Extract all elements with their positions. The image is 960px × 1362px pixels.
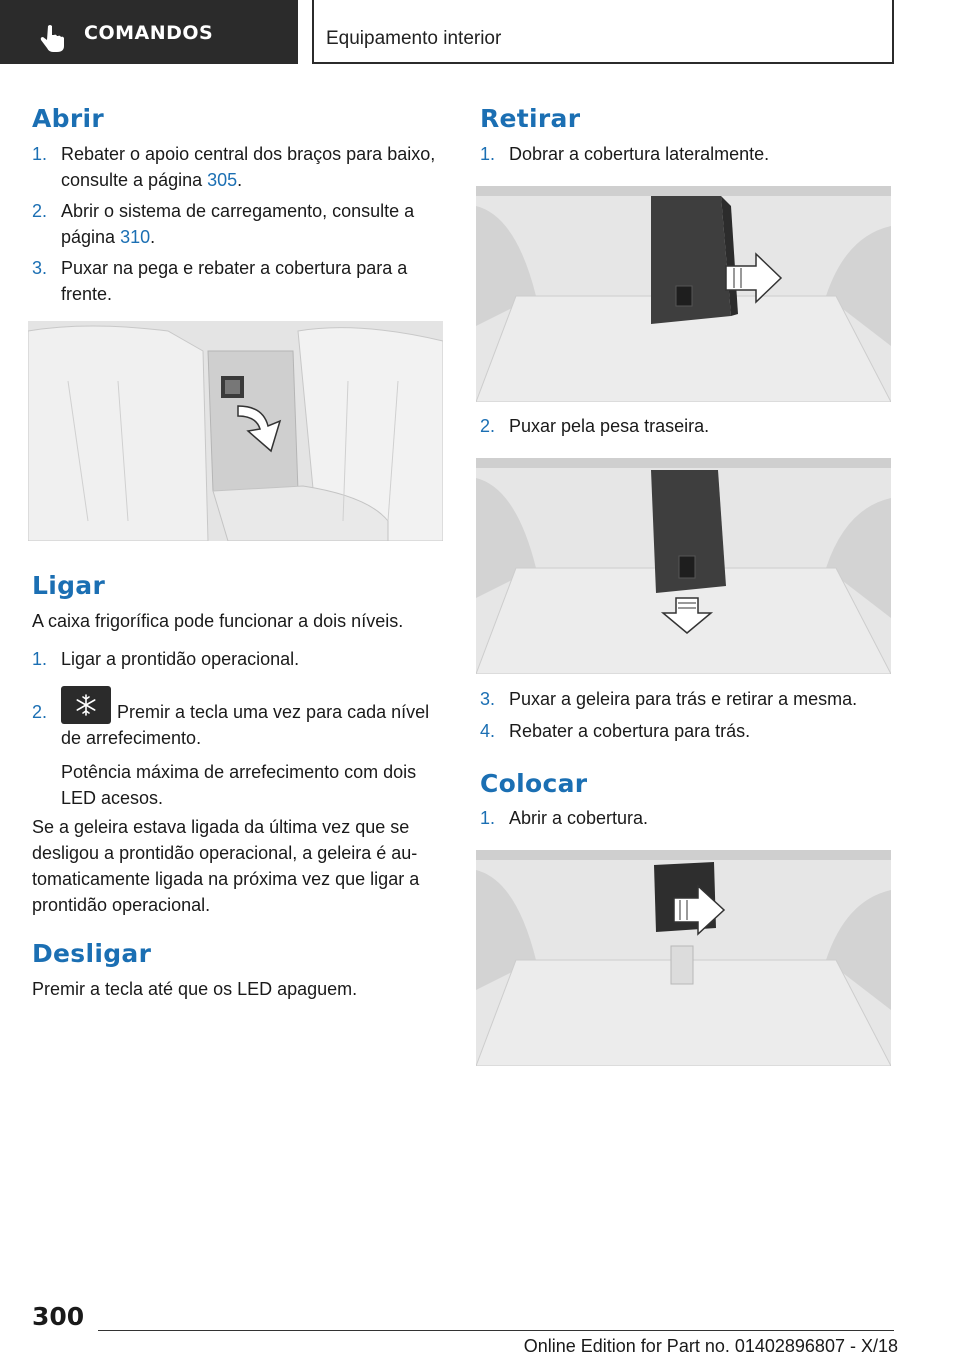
step-text: Ligar a prontidão operacional. <box>61 649 300 669</box>
step-text: Dobrar a cobertura lateralmente. <box>509 144 770 164</box>
step-number: 2. <box>480 416 496 436</box>
pull-tab-illustration <box>476 458 891 674</box>
footer-divider <box>98 1330 894 1331</box>
open-cover-illustration <box>476 850 891 1066</box>
step-number: 3. <box>32 258 48 278</box>
breadcrumb-text: Equipamento interior <box>326 28 502 49</box>
armrest-illustration <box>28 321 443 541</box>
page-link[interactable]: 310 <box>120 227 151 247</box>
page-number: 300 <box>32 1302 85 1331</box>
ligar-paragraph: Se a geleira estava ligada da última vez que se desligou a prontidão operacional, a geleira é automaticamente ligada na próxima vez que ligar a prontidão operacional. <box>32 817 420 915</box>
step-text: Puxar pela pesa traseira. <box>509 416 710 436</box>
step-number: 4. <box>480 721 496 741</box>
step-number: 1. <box>32 649 48 669</box>
step-text: Premir a tecla uma vez para cada nível de arrefecimento. <box>61 702 430 748</box>
step-number: 1. <box>480 144 496 164</box>
desligar-text: Premir a tecla até que os LED apaguem. <box>32 979 358 999</box>
list-item <box>32 141 444 193</box>
list-item <box>480 141 892 167</box>
step-text: Rebater o apoio central dos braços para baixo, consulte a página <box>61 144 436 190</box>
pointing-hand-icon <box>38 24 68 52</box>
heading-ligar: Ligar <box>32 571 106 600</box>
list-item <box>32 646 444 672</box>
heading-retirar: Retirar <box>480 104 581 133</box>
step-number: 1. <box>32 144 48 164</box>
step-text: Abrir a cobertura. <box>509 808 649 828</box>
heading-colocar: Colocar <box>480 769 588 798</box>
step-number: 2. <box>32 201 48 221</box>
heading-desligar: Desligar <box>32 939 152 968</box>
step-text: Puxar a geleira para trás e retirar a mesma. <box>509 689 858 709</box>
section-tab <box>0 0 298 64</box>
list-item <box>480 413 892 439</box>
list-item <box>32 198 444 250</box>
snowflake-icon <box>74 693 98 717</box>
cooling-key[interactable] <box>61 686 111 724</box>
fold-cover-illustration <box>476 186 891 402</box>
list-item <box>480 686 892 712</box>
step-note: Potência máxima de arrefecimento com dois LED acesos. <box>61 762 417 808</box>
ligar-intro: A caixa frigorífica pode funcionar a dois níveis. <box>32 611 404 631</box>
edition-text: Online Edition for Part no. 01402896807 - X/18 <box>523 1336 898 1356</box>
step-text: Puxar na pega e rebater a cobertura para a frente. <box>61 258 408 304</box>
step-number: 2. <box>32 702 48 722</box>
step-text: Rebater a cobertura para trás. <box>509 721 751 741</box>
step-text: Abrir o sistema de carregamento, consulte a página <box>61 201 415 247</box>
section-label: COMANDOS <box>84 22 214 44</box>
step-number: 1. <box>480 808 496 828</box>
step-text-end: . <box>150 227 156 247</box>
breadcrumb <box>312 0 894 64</box>
step-text-end: . <box>237 170 243 190</box>
heading-abrir: Abrir <box>32 104 104 133</box>
list-item <box>32 255 444 307</box>
page-link[interactable]: 305 <box>207 170 238 190</box>
list-item <box>480 805 892 831</box>
step-number: 3. <box>480 689 496 709</box>
list-item <box>480 718 892 744</box>
list-item <box>32 686 444 811</box>
